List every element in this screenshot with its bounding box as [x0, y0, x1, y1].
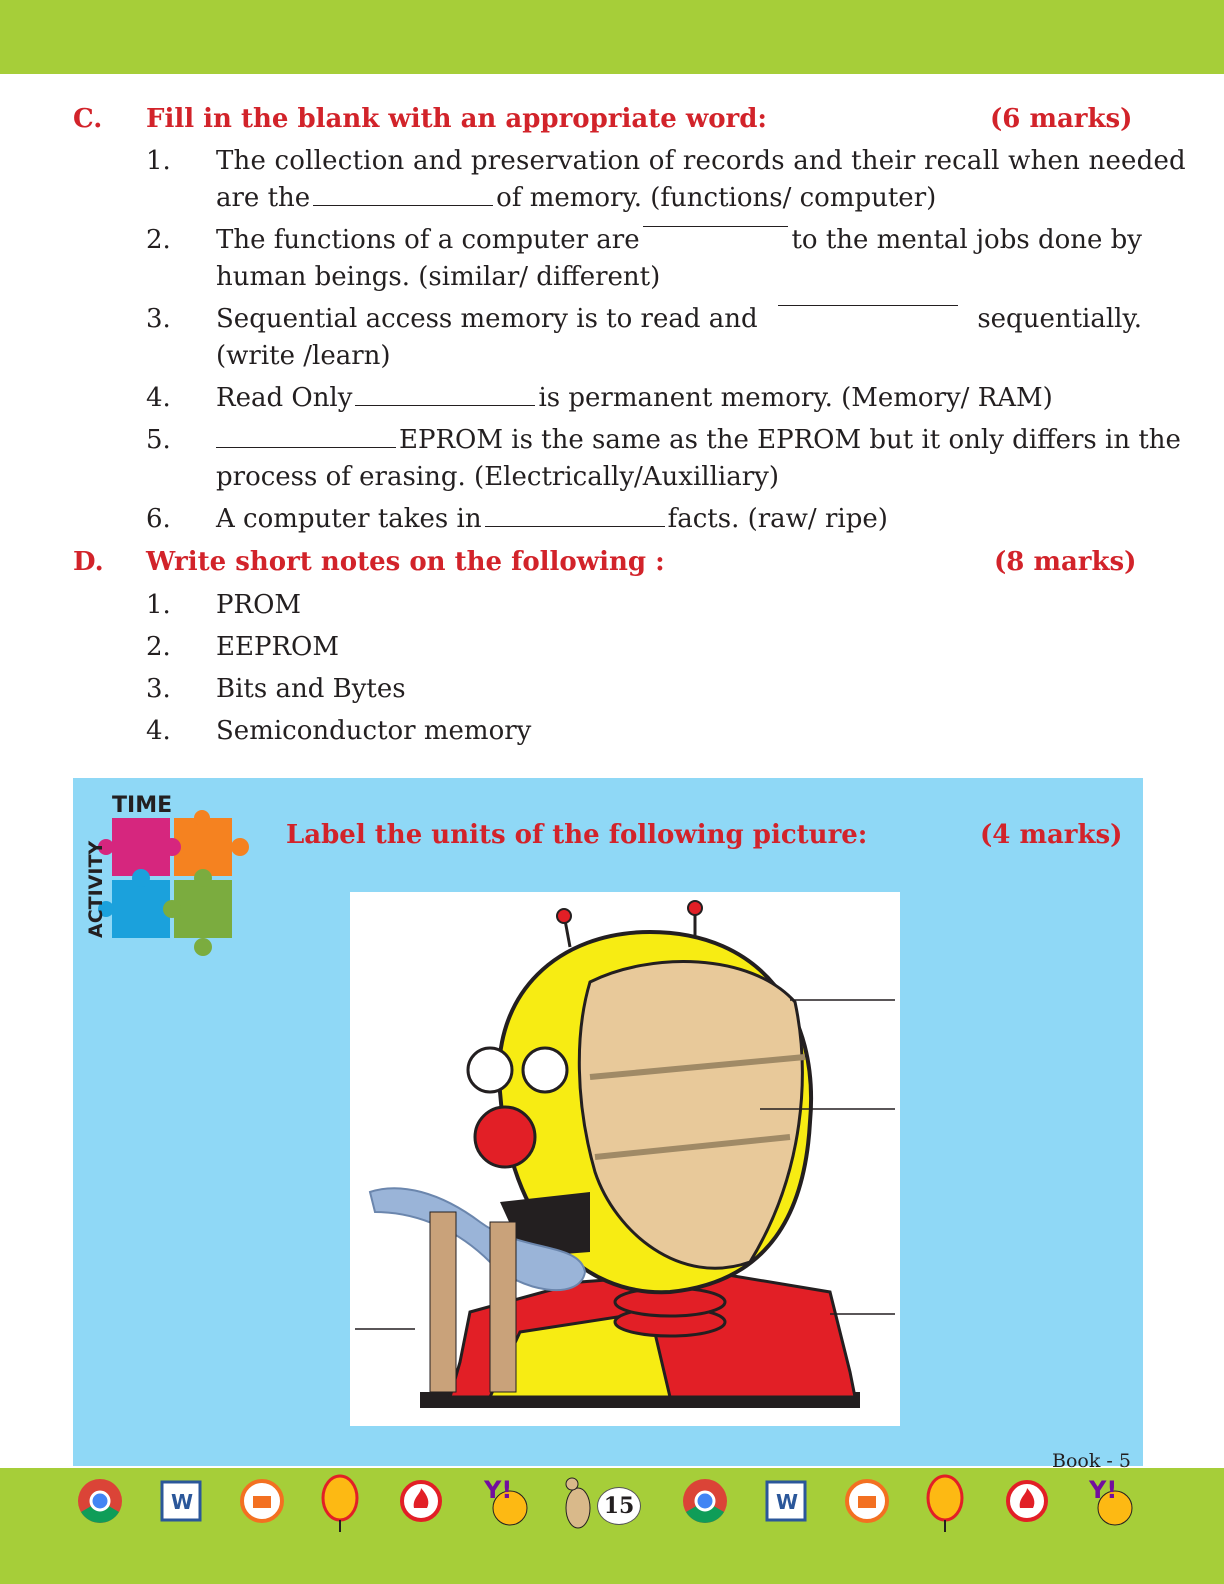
c1-blank[interactable]: [313, 204, 493, 206]
d3-text: Bits and Bytes: [216, 674, 406, 704]
c3-text-b: sequentially.: [977, 304, 1142, 334]
section-c-letter: C.: [73, 104, 103, 134]
badge-time-text: TIME: [112, 793, 173, 818]
c2-text-b: to the mental jobs done by: [791, 225, 1142, 255]
word-icon: [162, 1482, 200, 1520]
c4-text-a: Read Only: [216, 383, 353, 413]
c6-line1: [216, 504, 888, 534]
balloon-icon: [323, 1476, 357, 1532]
d1-text: PROM: [216, 590, 302, 620]
people-stack-left: [430, 1212, 456, 1392]
d3-number: 3.: [146, 674, 171, 704]
word-icon: [767, 1482, 805, 1520]
people-stack-right: [490, 1222, 516, 1392]
c3-number: 3.: [146, 304, 171, 334]
c1-text-b: of memory. (functions/ computer): [496, 183, 937, 213]
activity-time-badge: [84, 790, 264, 965]
chrome-icon: [78, 1479, 122, 1523]
robot-head-illustration: [350, 892, 900, 1426]
page-number: 15: [597, 1487, 641, 1525]
c4-line1: [216, 383, 1053, 413]
d1-number: 1.: [146, 590, 171, 620]
top-green-band: [0, 0, 1224, 74]
c3-line1: [216, 304, 1142, 334]
mouse-mascot-icon: [566, 1478, 590, 1528]
c2-line2: human beings. (similar/ different): [216, 262, 661, 292]
activity-marks: (4 marks): [980, 820, 1123, 850]
c2-number: 2.: [146, 225, 171, 255]
robot-nose: [475, 1107, 535, 1167]
c4-blank[interactable]: [355, 404, 535, 406]
section-d-letter: D.: [73, 547, 104, 577]
svg-text:Y!: Y!: [484, 1476, 513, 1504]
c6-text-b: facts. (raw/ ripe): [667, 504, 888, 534]
fire-icon: [1008, 1482, 1046, 1520]
d4-text: Semiconductor memory: [216, 716, 532, 746]
c4-text-b: is permanent memory. (Memory/ RAM): [538, 383, 1053, 413]
chrome-icon: [683, 1479, 727, 1523]
yahoo-icon: [483, 1476, 527, 1525]
c6-number: 6.: [146, 504, 171, 534]
d2-number: 2.: [146, 632, 171, 662]
badge-activity-text: ACTIVITY: [85, 840, 107, 938]
c6-text-a: A computer takes in: [216, 504, 482, 534]
yahoo-icon: [1088, 1476, 1132, 1525]
c3-line2: (write /learn): [216, 341, 391, 371]
c3-blank[interactable]: [778, 304, 958, 306]
balloon-icon: [928, 1476, 962, 1532]
c1-text-a: are the: [216, 183, 311, 213]
d2-text: EEPROM: [216, 632, 339, 662]
briefcase-icon: [847, 1481, 887, 1521]
robot-eye-right: [523, 1048, 567, 1092]
c2-text-a: The functions of a computer are: [216, 225, 640, 255]
svg-text:W: W: [776, 1490, 799, 1514]
c5-line2: process of erasing. (Electrically/Auxilliary): [216, 462, 779, 492]
c5-line1: [216, 425, 1181, 455]
c5-blank[interactable]: [216, 446, 396, 448]
activity-title: Label the units of the following picture:: [286, 820, 868, 850]
svg-text:W: W: [171, 1490, 194, 1514]
c2-line1: [216, 225, 1142, 255]
c1-line2: [216, 183, 936, 213]
c6-blank[interactable]: [485, 525, 665, 527]
section-c-marks: (6 marks): [990, 104, 1133, 134]
d4-number: 4.: [146, 716, 171, 746]
briefcase-icon: [242, 1481, 282, 1521]
c1-number: 1.: [146, 146, 171, 176]
section-d-marks: (8 marks): [994, 547, 1137, 577]
robot-head-picture: [350, 892, 900, 1426]
book-label: Book - 5: [1052, 1450, 1131, 1472]
puzzle-icon: [98, 810, 249, 956]
svg-text:Y!: Y!: [1089, 1476, 1118, 1504]
section-d-title: Write short notes on the following :: [146, 547, 665, 577]
fire-icon: [402, 1482, 440, 1520]
c5-number: 5.: [146, 425, 171, 455]
c5-text-b: EPROM is the same as the EPROM but it only differs in the: [399, 425, 1181, 455]
section-c-title: Fill in the blank with an appropriate word:: [146, 104, 768, 134]
antenna-left-tip: [557, 909, 571, 923]
robot-eye-left: [468, 1048, 512, 1092]
c2-blank[interactable]: [643, 225, 789, 227]
antenna-right-tip: [688, 901, 702, 915]
c3-text-a: Sequential access memory is to read and: [216, 304, 758, 334]
c4-number: 4.: [146, 383, 171, 413]
c1-line1: The collection and preservation of records and their recall when needed: [216, 146, 1186, 176]
antenna-left: [565, 920, 570, 947]
